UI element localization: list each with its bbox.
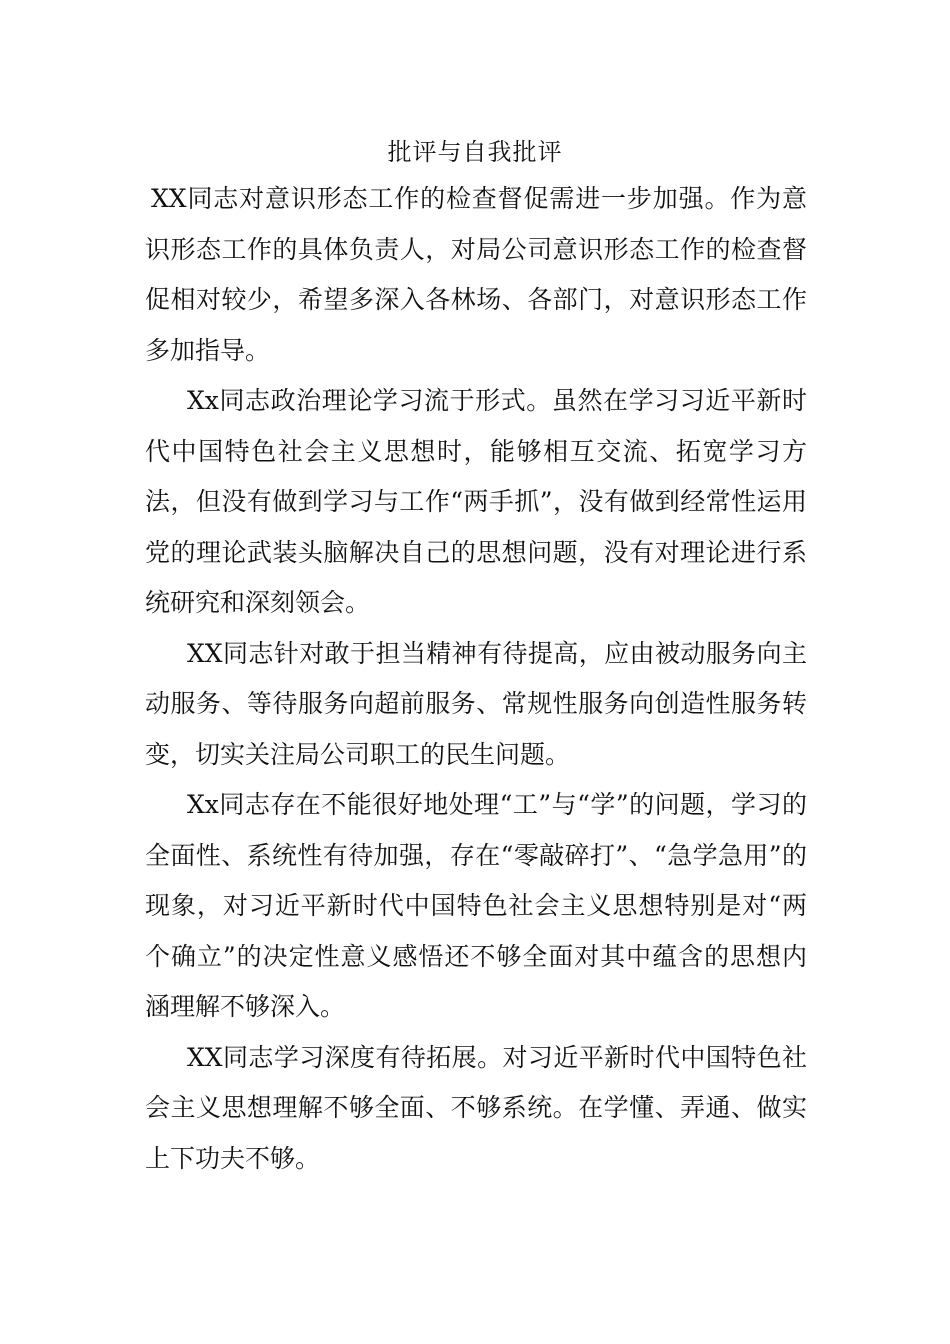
paragraph-1: XX同志对意识形态工作的检查督促需进一步加强。作为意识形态工作的具体负责人，对局公司意识形态工作的检查督促相对较少，希望多深入各林场、各部门，对意识形态工作多加指导。 — [145, 184, 807, 365]
document-body — [145, 174, 807, 1184]
paragraph-3: XX同志针对敢于担当精神有待提高，应由被动服务向主动服务、等待服务向超前服务、常规性服务向创造性服务转变，切实关注局公司职工的民生问题。 — [145, 638, 807, 769]
paragraph-5: XX同志学习深度有待拓展。对习近平新时代中国特色社会主义思想理解不够全面、不够系统。在学懂、弄通、做实上下功夫不够。 — [145, 1042, 807, 1173]
paragraph-4: Xx同志存在不能很好地处理“工”与“学”的问题，学习的全面性、系统性有待加强，存在“零敲碎打”、“急学急用”的现象，对习近平新时代中国特色社会主义思想特别是对“两个确立”的决定性意义感悟还不够全面对其中蕴含的思想内涵理解不够深入。 — [145, 790, 807, 1021]
paragraph-2: Xx同志政治理论学习流于形式。虽然在学习习近平新时代中国特色社会主义思想时，能够相互交流、拓宽学习方法，但没有做到学习与工作“两手抓”，没有做到经常性运用党的理论武装头脑解决自己的思想问题，没有对理论进行系统研究和深刻领会。 — [145, 386, 807, 617]
document-title: 批评与自我批评 — [387, 138, 563, 166]
